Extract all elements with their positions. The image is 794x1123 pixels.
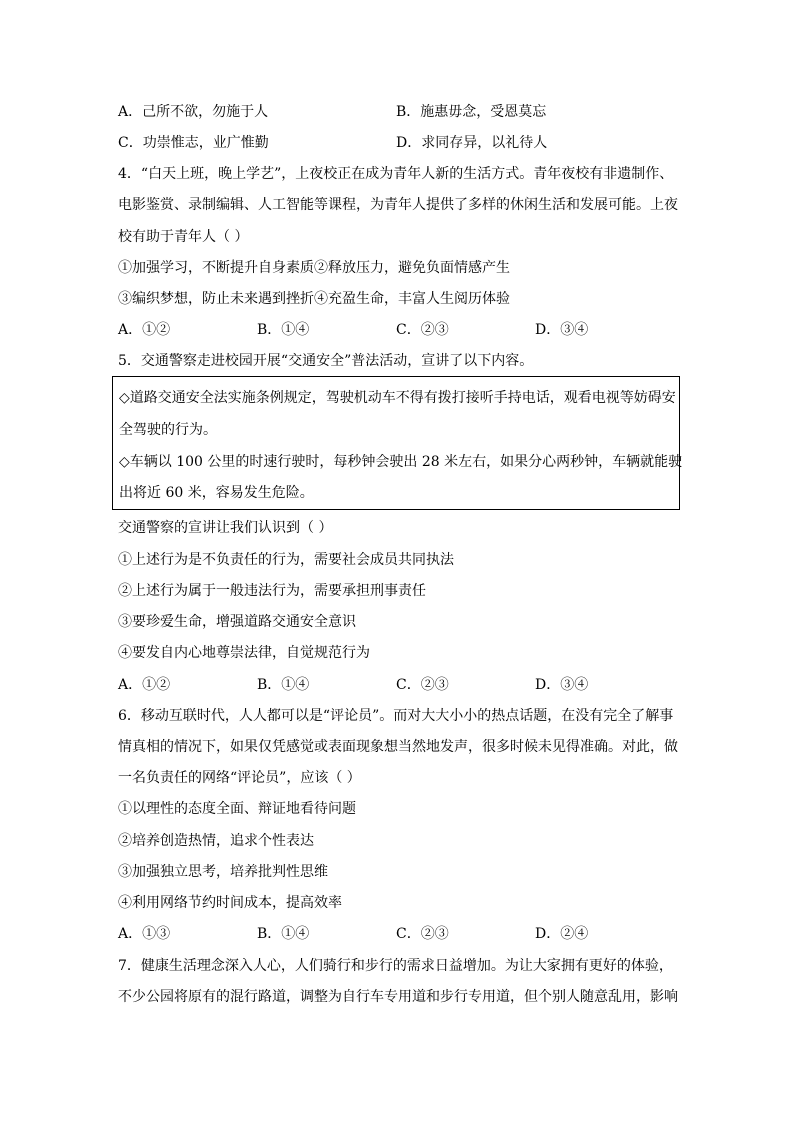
q5-option-a: A．①② (118, 677, 171, 693)
q6-statement-2: ②培养创造热情，追求个性表达 (118, 833, 314, 849)
q5-options (118, 675, 688, 695)
q4-option-a: A．①② (118, 322, 171, 338)
q5-option-c: C．②③ (396, 677, 449, 693)
q4-stem-line-2: 电影鉴赏、录制编辑、人工智能等课程，为青年人提供了多样的休闲生活和发展可能。上夜 (118, 197, 678, 213)
q6-option-c: C．②③ (396, 926, 449, 942)
q5-box-line-3: ◇车辆以 100 公里的时速行驶时，每秒钟会驶出 28 米左右，如果分心两秒钟，车辆就能驶 (119, 454, 683, 470)
q5-option-d: D．③④ (535, 677, 589, 693)
q6-stem-line-2: 情真相的情况下，如果仅凭感觉或表面现象想当然地发声，很多时候未见得准确。对此，做 (118, 739, 678, 755)
q5-statement-4: ④要发自内心地尊崇法律，自觉规范行为 (118, 645, 370, 661)
q6-options (118, 924, 688, 944)
q5-statement-2: ②上述行为属于一般违法行为，需要承担刑事责任 (118, 583, 426, 599)
q6-option-d: D．②④ (535, 926, 589, 942)
q3-option-d: D．求同存异，以礼待人 (396, 135, 548, 151)
q6-stem-line-3: 一名负责任的网络“评论员”，应该（ ） (118, 770, 361, 786)
q3-option-c: C．功崇惟志，业广惟勤 (118, 135, 269, 151)
q4-statements-line-1: ①加强学习，不断提升自身素质②释放压力，避免负面情感产生 (118, 260, 510, 276)
q5-statement-3: ③要珍爱生命，增强道路交通安全意识 (118, 614, 356, 630)
q5-box-line-2: 全驾驶的行为。 (119, 422, 217, 438)
q6-option-b: B．①④ (257, 926, 310, 942)
q3-option-a: A．己所不欲，勿施于人 (118, 104, 269, 120)
q6-statement-3: ③加强独立思考，培养批判性思维 (118, 864, 328, 880)
q4-option-b: B．①④ (257, 322, 310, 338)
q4-option-d: D．③④ (535, 322, 589, 338)
q3-options-row-2 (118, 133, 688, 153)
q3-options-row-1 (118, 102, 688, 122)
q5-box-line-1: ◇道路交通安全法实施条例规定，驾驶机动车不得有拨打接听手持电话，观看电视等妨碍安 (119, 390, 676, 406)
q4-statements-line-2: ③编织梦想，防止未来遇到挫折④充盈生命，丰富人生阅历体验 (118, 291, 510, 307)
q4-options (118, 320, 688, 340)
q4-stem-line-3: 校有助于青年人（ ） (118, 229, 249, 245)
q5-option-b: B．①④ (257, 677, 310, 693)
q4-option-c: C．②③ (396, 322, 449, 338)
q3-option-b: B．施惠毋念，受恩莫忘 (396, 104, 547, 120)
q5-question: 交通警察的宣讲让我们认识到（ ） (118, 520, 333, 536)
q6-statement-4: ④利用网络节约时间成本，提高效率 (118, 895, 342, 911)
q7-stem-line-1: 7．健康生活理念深入人心，人们骑行和步行的需求日益增加。为让大家拥有更好的体验， (118, 958, 673, 974)
q6-stem-line-1: 6．移动互联时代，人人都可以是“评论员”。而对大大小小的热点话题，在没有完全了解事 (118, 708, 674, 724)
q5-statement-1: ①上述行为是不负责任的行为，需要社会成员共同执法 (118, 552, 454, 568)
q6-option-a: A．①③ (118, 926, 171, 942)
q5-material-box (112, 376, 683, 510)
q4-stem-line-1: 4．“白天上班，晚上学艺”，上夜校正在成为青年人新的生活方式。青年夜校有非遗制作、 (118, 166, 674, 182)
q7-stem-line-2: 不少公园将原有的混行路道，调整为自行车专用道和步行专用道，但个别人随意乱用，影响 (118, 989, 678, 1005)
q6-statement-1: ①以理性的态度全面、辩证地看待问题 (118, 801, 356, 817)
q5-box-line-4: 出将近 60 米，容易发生危险。 (119, 485, 314, 501)
q5-stem: 5．交通警察走进校园开展“交通安全”普法活动，宣讲了以下内容。 (118, 353, 534, 369)
